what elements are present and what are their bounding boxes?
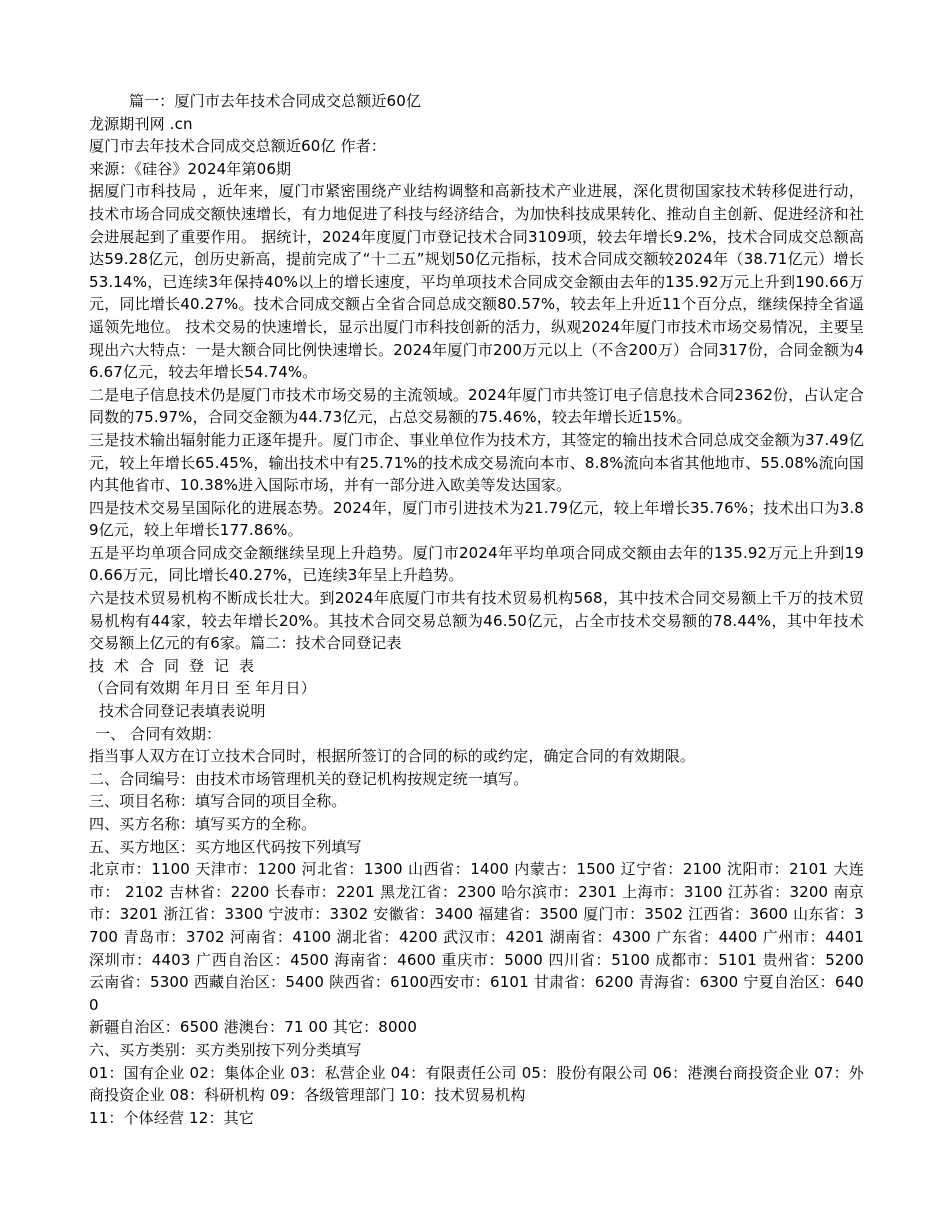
buyer-type-list: 01：国有企业 02：集体企业 03：私营企业 04：有限责任公司 05：股份有限公司 06：港澳台商投资企业 07：外商投资企业 08：科研机构 09：各级管理部门 10：技术贸易机构 — [89, 1063, 864, 1105]
instruction-item-3: 三、项目名称：填写合同的项目全称。 — [89, 792, 347, 811]
instruction-item-1-text: 指当事人双方在订立技术合同时，根据所签订的合同的标的或约定，确定合同的有效期限。 — [89, 747, 696, 766]
article-paragraph-4: 四是技术交易呈国际化的进展态势。2024年，厦门市引进技术为21.79亿元，较上年增长35.76%；技术出口为3.89亿元，较上年增长177.86%。 — [89, 498, 864, 540]
instruction-item-5: 五、买方地区：买方地区代码按下列填写 — [89, 837, 362, 856]
instruction-item-1-title: 一、 合同有效期： — [95, 724, 222, 743]
article-paragraph-5: 五是平均单项合同成交金额继续呈现上升趋势。厦门市2024年平均单项合同成交额由去年的135.92万元上升到190.66万元，同比增长40.27%，已连续3年呈上升趋势。 — [89, 543, 864, 585]
instruction-item-2: 二、合同编号：由技术市场管理机关的登记机构按规定统一填写。 — [89, 769, 529, 788]
instructions-title: 技术合同登记表填表说明 — [99, 702, 266, 721]
article-heading: 篇一：厦门市去年技术合同成交总额近60亿 — [129, 92, 422, 110]
buyer-type-list-last: 11：个体经营 12：其它 — [89, 1108, 254, 1127]
article-paragraph-3: 三是技术输出辐射能力正逐年提升。厦门市企、事业单位作为技术方，其签定的输出技术合同总成交金额为37.49亿元，较上年增长65.45%，输出技术中有25.71%的技术成交易流向本市、8.8%流向本省其他地市、55.08%流向国内其他省市、10.38%进入国际市场，并有一部分进入欧美等发达国家。 — [89, 430, 864, 495]
form-validity: （合同有效期 年月日 至 年月日） — [89, 679, 316, 698]
form-title: 技术合同登记表 — [89, 656, 265, 675]
article-source: 来源：《硅谷》2024年第06期 — [89, 159, 292, 178]
article-paragraph-6: 六是技术贸易机构不断成长壮大。到2024年底厦门市共有技术贸易机构568，其中技术合同交易额上千万的技术贸易机构有44家，较去年增长20%。其技术合同交易总额为46.50亿元，占全市技术交易额的78.44%，其中年技术交易额上亿元的有6家。篇二：技术合同登记表 — [89, 589, 864, 653]
document-page — [89, 90, 864, 1129]
instruction-item-4: 四、买方名称：填写买方的全称。 — [89, 815, 317, 833]
instruction-item-6: 六、买方类别：买方类别按下列分类填写 — [89, 1040, 362, 1059]
article-paragraph-1: 据厦门市科技局 ，近年来，厦门市紧密围绕产业结构调整和高新技术产业进展，深化贯彻国家技术转移促进行动，技术市场合同成交额快速增长，有力地促进了科技与经济结合，为加快科技成果转化、推动自主创新、促进经济和社会进展起到了重要作用。 据统计，2024年度厦门市登记技术合同3109项，较去年增长9.2%，技术合同成交总额高达59.28亿元，创历史新高，提前完成了“十二五”规划50亿元指标，技术合同成交额较2024年（38.71亿元）增长53.14%，已连续3年保持40%以上的增长速度，平均单项技术合同成交金额由去年的135.92万元上升到190.66万元，同比增长40.27%。技术合同成交额占全省合同总成交额80.57%，较去年上升近11个百分点，继续保持全省遥遥领先地位。 技术交易的快速增长，显示出厦门市科技创新的活力，纵观2024年厦门市技术市场交易情况，主要呈现出六大特点：一是大额合同比例快速增长。2024年厦门市200万元以上（不含200万）合同317份，合同金额为46.67亿元，较去年增长54.74%。 — [89, 182, 864, 382]
article-title-author: 厦门市去年技术合同成交总额近60亿 作者： — [89, 137, 387, 156]
region-code-list-last: 新疆自治区：6500 港澳台：71 00 其它：8000 — [89, 1018, 418, 1037]
article-paragraph-2: 二是电子信息技术仍是厦门市技术市场交易的主流领域。2024年厦门市共签订电子信息技术合同2362份，占认定合同数的75.97%，合同交金额为44.73亿元，占总交易额的75.46%，较去年增长近15%。 — [89, 385, 864, 427]
source-site: 龙源期刊网 .cn — [89, 114, 193, 133]
region-code-list: 北京市：1100 天津市：1200 河北省：1300 山西省：1400 内蒙古：1500 辽宁省：2100 沈阳市：2101 大连市： 2102 吉林省：2200 长春市：2201 黑龙江省：2300 哈尔滨市：2301 上海市：3100 江苏省：3200 南京市：3201 浙江省：3300 宁波市：3302 安徽省：3400 福建省：3500 厦门市：3502 江西省：3600 山东省：3700 青岛市：3702 河南省：4100 湖北省：4200 武汉市：4201 湖南省：4300 广东省：4400 广州市：4401 深圳市：4403 广西自治区：4500 海南省：4600 重庆市：5000 四川省：5100 成都市：5101 贵州省：5200 云南省：5300 西藏自治区：5400 陕西省：6100西安市：6101 甘肃省：6200 青海省：6300 宁夏自治区：6400 — [89, 860, 864, 1014]
